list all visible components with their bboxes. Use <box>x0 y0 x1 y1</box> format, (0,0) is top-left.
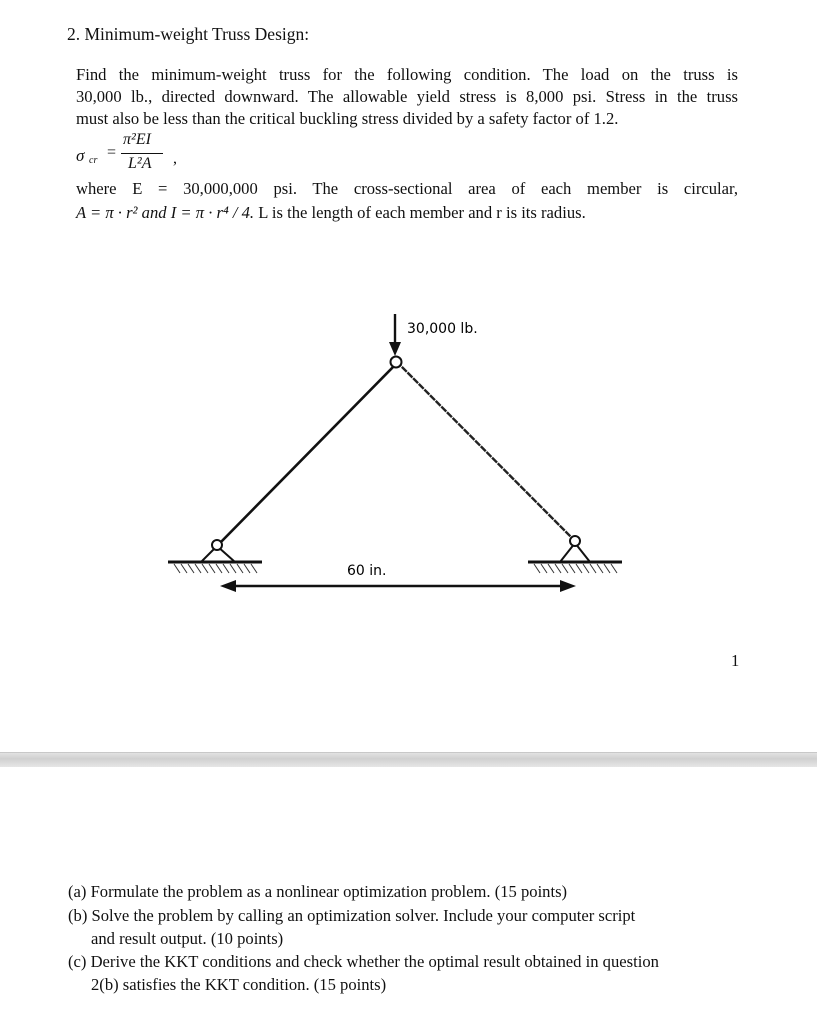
problem-text-line-3: must also be less than the critical buckling stress divided by a safety factor of 1.2. <box>76 109 619 128</box>
page-two <box>0 767 817 1024</box>
area-formula: A = π · r² and I = π · r⁴ / 4. <box>76 203 255 222</box>
question-a: (a) Formulate the problem as a nonlinear optimization problem. (15 points) <box>68 882 568 901</box>
area-description: L is the length of each member and r is its radius. <box>258 203 586 222</box>
formula-comma: , <box>173 150 177 167</box>
question-b: (b) Solve the problem by calling an optimization solver. Include your computer script <box>68 906 636 925</box>
page-number: 1 <box>731 651 740 670</box>
problem-text-line-2: 30,000 lb., directed downward. The allowable yield stress is 8,000 psi. Stress in the truss <box>76 87 738 106</box>
right-member <box>398 363 576 542</box>
formula-subscript: cr <box>89 155 98 166</box>
question-c: (c) Derive the KKT conditions and check whether the optimal result obtained in question <box>68 952 659 971</box>
question-c-continued: 2(b) satisfies the KKT condition. (15 points) <box>91 975 387 994</box>
page-break <box>0 752 817 767</box>
span-dimension-arrow <box>220 580 576 592</box>
area-line <box>76 202 586 225</box>
formula-equals: = <box>107 144 117 161</box>
problem-text-line-1: Find the minimum-weight truss for the following condition. The load on the truss is <box>76 65 738 84</box>
problem-heading: 2. Minimum-weight Truss Design: <box>67 24 310 44</box>
load-label: 30,000 lb. <box>407 321 478 337</box>
formula-sigma: σ <box>76 146 85 165</box>
modulus-line: where E = 30,000,000 psi. The cross-sectional area of each member is circular, <box>76 179 738 198</box>
left-member <box>218 363 397 545</box>
formula-fraction-bar <box>121 153 163 154</box>
load-arrow <box>389 314 401 356</box>
right-pin-support <box>528 536 622 573</box>
span-label: 60 in. <box>347 563 387 579</box>
top-joint <box>391 357 402 368</box>
formula-numerator: π²EI <box>123 131 151 148</box>
buckling-stress-formula <box>76 130 276 180</box>
left-pin-support <box>168 540 262 573</box>
formula-denominator: L²A <box>128 155 152 172</box>
question-b-continued: and result output. (10 points) <box>91 929 284 948</box>
truss-diagram <box>150 300 640 600</box>
